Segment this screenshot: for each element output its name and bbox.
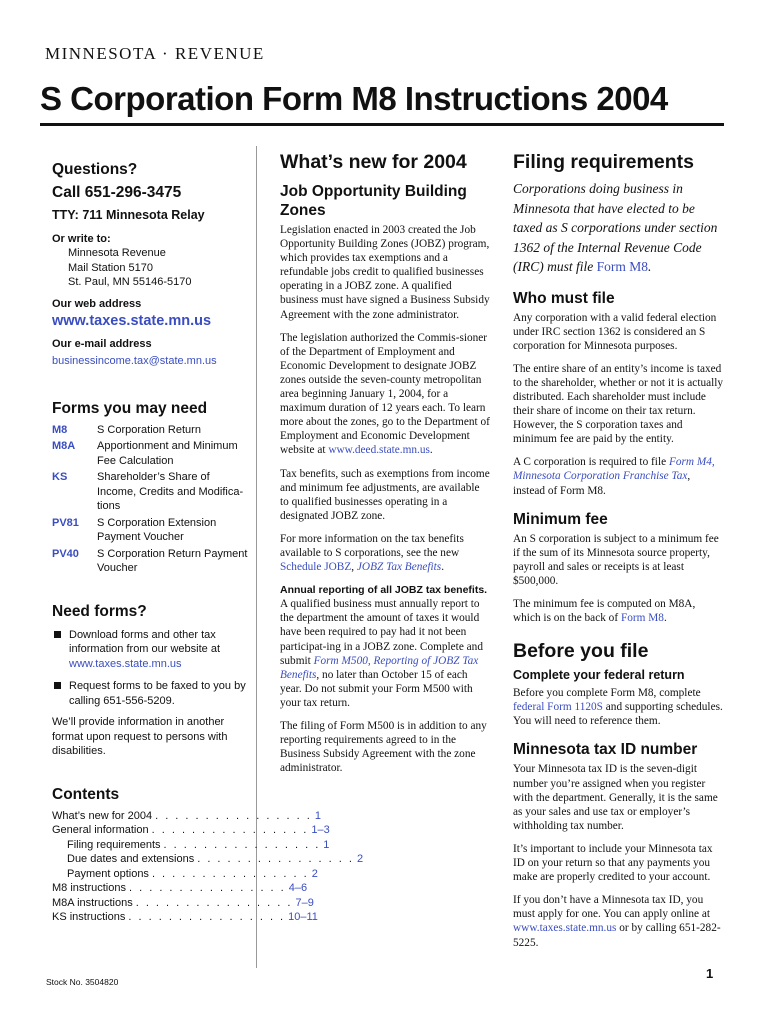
download-link[interactable]: www.taxes.state.mn.us: [69, 657, 182, 670]
toc-page: 7–9: [295, 896, 314, 909]
taxid-paragraph: Your Minnesota tax ID is the seven-digit number you’re assigned when you register with the department. Generally, it is the same as your sales and use tax or employer’s withholding tax number.: [513, 763, 718, 832]
title-rule: [40, 123, 724, 126]
form-code: M8: [52, 423, 68, 436]
toc-title: M8A instructions: [52, 896, 133, 909]
paragraph-text: The minimum fee is computed on M8A, which is on the back of: [513, 598, 696, 625]
page-number: 1: [706, 966, 714, 981]
write-label: Or write to:: [52, 232, 111, 245]
toc-title: Filing requirements: [67, 838, 161, 851]
forms-heading: Forms you may need: [52, 399, 208, 417]
minfee-paragraph: An S corporation is subject to a minimum fee if the sum of its Minnesota source property, payroll and sales or receipts is at least $500,000.: [513, 532, 719, 587]
toc-title: Due dates and extensions: [67, 853, 195, 865]
toc-row[interactable]: What’s new for 2004 . . . . . . . . . . . . . . . . 1: [52, 809, 321, 822]
form-desc: Shareholder’s Share of Income, Credits and Modifica-tions: [97, 471, 244, 512]
jobz-paragraph: Tax benefits, such as exemptions from income and minimum fee adjustments, are available to qualified businesses operating in a designated JOBZ zone.: [280, 467, 490, 522]
stock-number: Stock No. 3504820: [46, 977, 119, 987]
address-line: Minnesota Revenue: [68, 247, 166, 259]
phone-number: Call 651-296-3475: [52, 184, 182, 201]
paragraph-text: Before you complete Form M8, complete: [513, 687, 701, 700]
filing-intro: Corporations doing business in Minnesota that have elected to be taxed as S corporations under section 1362 of the Internal Revenue Code (IRC) must file Form M8.: [513, 181, 718, 274]
who-must-file-heading: Who must file: [513, 289, 615, 307]
paragraph-text: and supporting schedules. You will need to reference them.: [513, 701, 723, 728]
form-row[interactable]: [52, 423, 248, 438]
jobz-paragraph: For more information on the tax benefits available to S corporations, see the new Schedule JOBZ, JOBZ Tax Benefits.: [280, 532, 464, 574]
bullet-fax: [52, 679, 248, 708]
filing-requirements-heading: Filing requirements: [513, 151, 694, 173]
who-paragraph: [513, 455, 725, 497]
form-m8-link[interactable]: Form M8: [620, 612, 664, 625]
toc-page: 10–11: [288, 911, 318, 923]
mailing-address: [52, 246, 248, 290]
form-row[interactable]: [52, 439, 248, 468]
paragraph-text: or by calling 651-282-5225.: [513, 922, 721, 949]
table-of-contents: [52, 809, 364, 925]
form-row[interactable]: [52, 547, 248, 576]
annual-reporting-paragraph: [280, 583, 490, 710]
paragraph-text: For more information on the tax benefits available to S corporations, see the new: [280, 532, 464, 559]
paragraph-text: , instead of Form M8.: [513, 470, 691, 497]
taxid-paragraph: It’s important to include your Minnesota tax ID on your return so that any payments you make are properly credited to your account.: [513, 842, 713, 884]
questions-heading: Questions?: [52, 161, 138, 178]
toc-row[interactable]: M8 instructions . . . . . . . . . . . . . . . . 4–6: [52, 882, 308, 894]
who-paragraph: Any corporation with a valid federal election under IRC section 1362 is considered an S corporation for Minnesota purposes.: [513, 311, 717, 352]
taxes-website-link[interactable]: www.taxes.state.mn.us: [513, 922, 617, 935]
need-forms-heading: Need forms?: [52, 602, 147, 620]
page-title: S Corporation Form M8 Instructions 2004: [40, 80, 668, 117]
form-code: PV81: [52, 516, 79, 529]
toc-page: 1–3: [311, 824, 330, 836]
brand-logo: MINNESOTA · REVENUE: [45, 44, 265, 63]
whats-new-column: [280, 150, 490, 775]
annual-reporting-lead: Annual reporting of all JOBZ tax benefits.: [280, 584, 488, 597]
bullet-square-icon: [54, 631, 61, 638]
contents-heading: Contents: [52, 785, 120, 803]
bullet-square-icon: [54, 682, 61, 689]
paragraph-text: A C corporation is required to file: [513, 456, 667, 469]
form-code: KS: [52, 471, 68, 483]
form-row[interactable]: [52, 516, 248, 545]
paragraph-text: The legislation authorized the Commis-sioner of the Department of Employment and Economic Development to designate JOBZ zones outside the seven-county metropolitan area beginning January 1, 2004, for a maximum duration of 12 years each. To learn more about the zones, go to the Department of Employment and Economic Development website at: [280, 331, 490, 457]
email-label: Our e-mail address: [52, 337, 152, 350]
toc-row[interactable]: General information . . . . . . . . . . . . . . . . 1–3: [52, 824, 330, 836]
minimum-fee-heading: Minimum fee: [513, 510, 608, 528]
whats-new-heading: What’s new for 2004: [280, 151, 467, 173]
jobz-tax-benefits-link[interactable]: JOBZ Tax Benefits: [356, 561, 442, 574]
toc-title: KS instructions: [52, 911, 126, 923]
form-m8-link[interactable]: Form M8: [596, 259, 649, 274]
form-desc: S Corporation Return Payment Voucher: [97, 547, 248, 574]
toc-row[interactable]: KS instructions . . . . . . . . . . . . . . . . 10–11: [52, 911, 318, 923]
who-paragraph: The entire share of an entity’s income is taxed to the shareholder, whether or not it is actually distributed. Each shareholder must include their share of income on their tax return. However, the S corporation taxes and minimum fee are paid by the entity.: [513, 362, 724, 446]
toc-title: What’s new for 2004: [52, 809, 153, 822]
form-row[interactable]: [52, 470, 248, 514]
alt-format-note: We’ll provide information in another format upon request to persons with disabilities.: [52, 716, 228, 757]
tax-id-heading: Minnesota tax ID number: [513, 741, 698, 759]
jobz-paragraph: The filing of Form M500 is in addition to any reporting requirements agreed to in the Business Subsidy Agreement with the zone administrator.: [280, 720, 487, 775]
form-m500-link[interactable]: Form M500, Reporting of JOBZ Tax Benefits: [280, 654, 479, 681]
before-you-file-heading: Before you file: [513, 640, 649, 663]
toc-page: 1: [323, 838, 330, 851]
jobz-heading: Job Opportunity Building Zones: [280, 183, 467, 219]
bullet-download: [52, 628, 248, 672]
toc-page: 2: [356, 853, 364, 865]
toc-row[interactable]: Due dates and extensions . . . . . . . . . . . . . . . . 2: [67, 853, 364, 865]
toc-row[interactable]: Filing requirements . . . . . . . . . . . . . . . . 1: [67, 838, 330, 851]
toc-row[interactable]: Payment options . . . . . . . . . . . . . . . . 2: [67, 867, 318, 880]
toc-title: General information: [52, 824, 149, 836]
email-link[interactable]: businessincome.tax@state.mn.us: [52, 355, 217, 367]
forms-list: [52, 423, 248, 576]
toc-page: 1: [314, 809, 321, 822]
paragraph-text: If you don’t have a Minnesota tax ID, you must apply for one. You can apply online at: [513, 894, 711, 921]
toc-title: Payment options: [67, 867, 149, 880]
jobz-paragraph: The legislation authorized the Commis-sioner of the Department of Employment and Economic Development to designate JOBZ zones outside the seven-county metropolitan area beginning January 1, 2004, for a maximum duration of 12 years each. To learn more about the zones, go to the Department of Employment and Economic Development website at www.deed.state.mn.us.: [280, 331, 490, 457]
complete-federal-heading: Complete your federal return: [513, 668, 685, 683]
jobz-paragraph: Legislation enacted in 2003 created the Job Opportunity Building Zones (JOBZ) program, which provides tax exemptions and a refundable jobs credit to qualified businesses operating in a JOBZ zone. A qualified business must have signed a Business Subsidy Agreement with the zone administrator.: [280, 224, 490, 321]
form-desc: Apportionment and Minimum Fee Calculation: [97, 440, 238, 467]
website-link[interactable]: www.taxes.state.mn.us: [52, 313, 212, 329]
address-line: Mail Station 5170: [68, 261, 153, 274]
form-code: M8A: [52, 440, 76, 452]
toc-page: 2: [311, 867, 318, 880]
bullet-text: Request forms to be faxed to you by calling 651-556-5209.: [69, 680, 246, 707]
complete-paragraph: [513, 686, 725, 728]
form-m4-link[interactable]: Form M4, Minnesota Corporation Franchise Tax: [513, 456, 715, 483]
paragraph-text: A qualified business must annually report to the department the amount of taxes it would have been required to pay had it not been participat-ing in a JOBZ zone. Complete and submit: [280, 598, 483, 667]
web-label: Our web address: [52, 297, 142, 310]
form-desc: S Corporation Extension Payment Voucher: [97, 516, 217, 543]
filing-requirements-column: [513, 150, 725, 950]
taxid-paragraph: [513, 893, 725, 949]
paragraph-text: , no later than October 15 of each year. Do not submit your Form M500 with your tax return.: [280, 668, 473, 709]
toc-title: M8 instructions: [52, 882, 126, 894]
form-desc: S Corporation Return: [97, 423, 201, 436]
schedule-jobz-link[interactable]: Schedule JOBZ: [280, 561, 352, 574]
tty-line: TTY: 711 Minnesota Relay: [52, 208, 205, 222]
federal-1120s-link[interactable]: federal Form 1120S: [513, 701, 603, 714]
minfee-paragraph: The minimum fee is computed on M8A, which is on the back of Form M8.: [513, 598, 696, 625]
form-code: PV40: [52, 547, 79, 560]
bullet-text: Download forms and other tax information from our website at: [69, 628, 221, 655]
address-line: St. Paul, MN 55146-5170: [68, 276, 192, 288]
deed-website-link[interactable]: www.deed.state.mn.us: [328, 444, 430, 457]
toc-page: 4–6: [288, 882, 308, 894]
toc-row[interactable]: M8A instructions . . . . . . . . . . . . . . . . 7–9: [52, 896, 314, 909]
paragraph-text: Corporations doing business in Minnesota that have elected to be taxed as S corporations under section 1362 of the Internal Revenue Code (IRC) must file: [513, 181, 718, 274]
